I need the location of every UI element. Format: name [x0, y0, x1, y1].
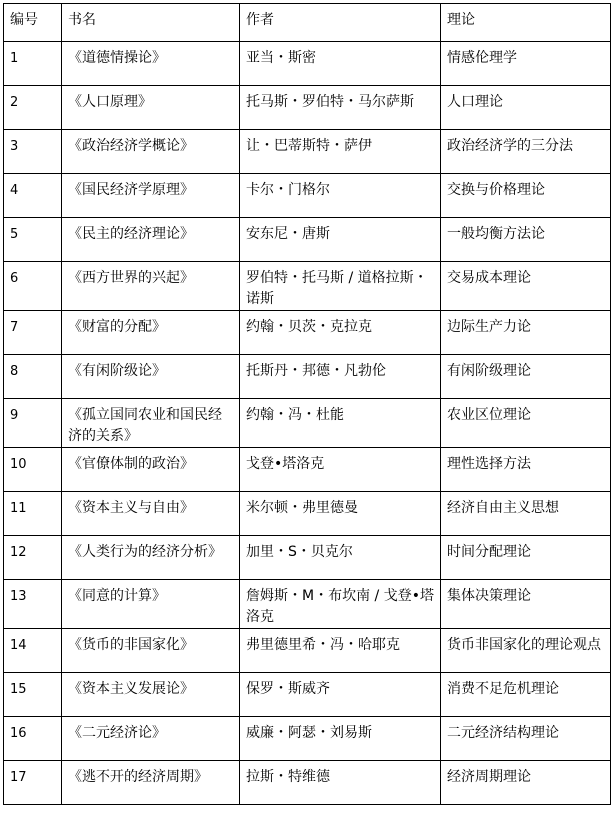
table-row — [4, 580, 611, 629]
header-theory: 理论 — [441, 4, 611, 42]
cell-theory: 货币非国家化的理论观点 — [441, 629, 611, 673]
cell-title: 《逃不开的经济周期》 — [62, 761, 240, 805]
cell-title: 《二元经济论》 — [62, 717, 240, 761]
cell-title: 《道德情操论》 — [62, 42, 240, 86]
cell-number: 16 — [4, 717, 62, 761]
table-row — [4, 448, 611, 492]
cell-author: 加里・S・贝克尔 — [240, 536, 441, 580]
cell-author: 威廉・阿瑟・刘易斯 — [240, 717, 441, 761]
cell-title: 《政治经济学概论》 — [62, 130, 240, 174]
cell-title: 《资本主义发展论》 — [62, 673, 240, 717]
cell-number: 2 — [4, 86, 62, 130]
cell-theory: 二元经济结构理论 — [441, 717, 611, 761]
header-row — [4, 4, 611, 42]
header-title: 书名 — [62, 4, 240, 42]
cell-title: 《有闲阶级论》 — [62, 355, 240, 399]
cell-title: 《人类行为的经济分析》 — [62, 536, 240, 580]
cell-title: 《同意的计算》 — [62, 580, 240, 629]
cell-title: 《货币的非国家化》 — [62, 629, 240, 673]
table-row — [4, 399, 611, 448]
cell-number: 15 — [4, 673, 62, 717]
cell-author: 亚当・斯密 — [240, 42, 441, 86]
cell-number: 11 — [4, 492, 62, 536]
cell-author: 约翰・贝茨・克拉克 — [240, 311, 441, 355]
header-number: 编号 — [4, 4, 62, 42]
table-row — [4, 86, 611, 130]
cell-title: 《民主的经济理论》 — [62, 218, 240, 262]
cell-title: 《孤立国同农业和国民经济的关系》 — [62, 399, 240, 448]
cell-number: 6 — [4, 262, 62, 311]
cell-theory: 交易成本理论 — [441, 262, 611, 311]
table-row — [4, 717, 611, 761]
cell-theory: 经济周期理论 — [441, 761, 611, 805]
cell-author: 詹姆斯・M・布坎南 / 戈登•塔洛克 — [240, 580, 441, 629]
cell-number: 3 — [4, 130, 62, 174]
cell-title: 《人口原理》 — [62, 86, 240, 130]
cell-theory: 一般均衡方法论 — [441, 218, 611, 262]
cell-number: 7 — [4, 311, 62, 355]
cell-author: 米尔顿・弗里德曼 — [240, 492, 441, 536]
cell-title: 《西方世界的兴起》 — [62, 262, 240, 311]
cell-title: 《资本主义与自由》 — [62, 492, 240, 536]
cell-theory: 经济自由主义思想 — [441, 492, 611, 536]
cell-author: 托马斯・罗伯特・马尔萨斯 — [240, 86, 441, 130]
cell-number: 5 — [4, 218, 62, 262]
cell-theory: 消费不足危机理论 — [441, 673, 611, 717]
table-row — [4, 262, 611, 311]
cell-number: 9 — [4, 399, 62, 448]
cell-number: 10 — [4, 448, 62, 492]
table-row — [4, 629, 611, 673]
cell-theory: 政治经济学的三分法 — [441, 130, 611, 174]
cell-number: 13 — [4, 580, 62, 629]
cell-author: 让・巴蒂斯特・萨伊 — [240, 130, 441, 174]
cell-author: 拉斯・特维德 — [240, 761, 441, 805]
cell-theory: 有闲阶级理论 — [441, 355, 611, 399]
cell-number: 17 — [4, 761, 62, 805]
cell-title: 《国民经济学原理》 — [62, 174, 240, 218]
table-row — [4, 536, 611, 580]
table-row — [4, 218, 611, 262]
cell-theory: 时间分配理论 — [441, 536, 611, 580]
cell-title: 《官僚体制的政治》 — [62, 448, 240, 492]
cell-theory: 农业区位理论 — [441, 399, 611, 448]
cell-number: 14 — [4, 629, 62, 673]
cell-author: 托斯丹・邦德・凡勃伦 — [240, 355, 441, 399]
table-row — [4, 311, 611, 355]
cell-author: 戈登•塔洛克 — [240, 448, 441, 492]
cell-number: 1 — [4, 42, 62, 86]
cell-number: 12 — [4, 536, 62, 580]
table-row — [4, 42, 611, 86]
header-author: 作者 — [240, 4, 441, 42]
table-row — [4, 174, 611, 218]
table-row — [4, 761, 611, 805]
cell-author: 保罗・斯威齐 — [240, 673, 441, 717]
table-row — [4, 130, 611, 174]
cell-theory: 情感伦理学 — [441, 42, 611, 86]
cell-author: 约翰・冯・杜能 — [240, 399, 441, 448]
cell-author: 卡尔・门格尔 — [240, 174, 441, 218]
cell-theory: 人口理论 — [441, 86, 611, 130]
table-row — [4, 673, 611, 717]
cell-author: 罗伯特・托马斯 / 道格拉斯・诺斯 — [240, 262, 441, 311]
cell-theory: 交换与价格理论 — [441, 174, 611, 218]
books-table — [3, 3, 611, 805]
cell-number: 8 — [4, 355, 62, 399]
cell-theory: 边际生产力论 — [441, 311, 611, 355]
cell-theory: 理性选择方法 — [441, 448, 611, 492]
table-row — [4, 355, 611, 399]
cell-number: 4 — [4, 174, 62, 218]
cell-author: 安东尼・唐斯 — [240, 218, 441, 262]
table-row — [4, 492, 611, 536]
cell-title: 《财富的分配》 — [62, 311, 240, 355]
cell-author: 弗里德里希・冯・哈耶克 — [240, 629, 441, 673]
cell-theory: 集体决策理论 — [441, 580, 611, 629]
